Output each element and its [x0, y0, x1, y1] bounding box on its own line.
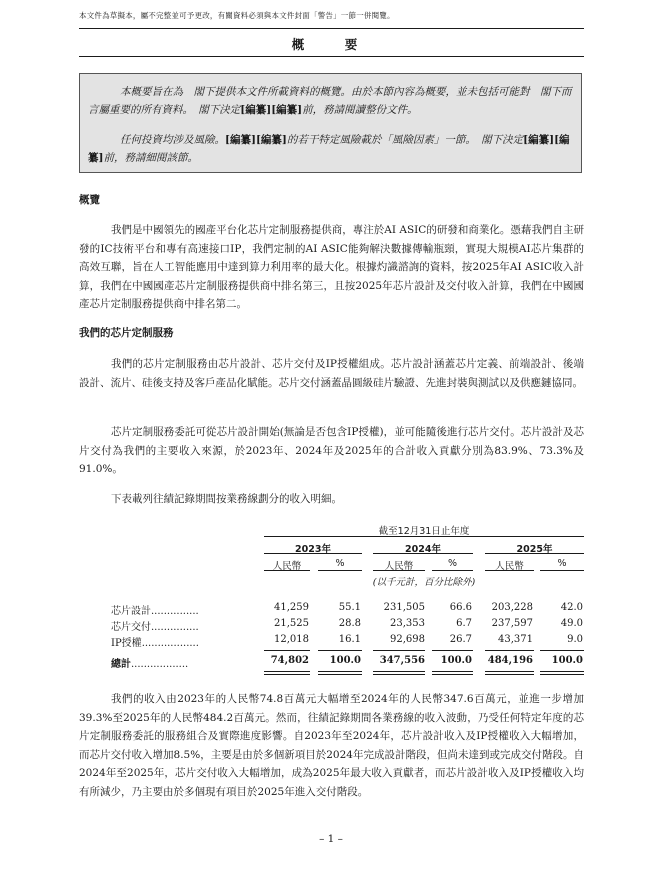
table-subtotal-rule — [485, 650, 534, 651]
table-subtotal-rule — [432, 650, 473, 651]
cell-2025-pct: 49.0 — [560, 618, 583, 629]
table-total-rule — [318, 671, 362, 672]
table-year-rule-2025 — [485, 553, 584, 554]
notice-paragraph-2: 任何投資均涉及風險。[編纂][編纂]的若干特定風險載於「風險因素」一節。 閣下決定[編纂][編纂]前，務請細閱該節。 — [88, 134, 570, 164]
table-col-rule — [373, 570, 425, 571]
table-total-rule — [318, 674, 362, 675]
header-rule-bottom — [79, 56, 584, 57]
closing-paragraph: 我們的收入由2023年的人民幣74.8百萬元大幅增至2024年的人民幣347.6百萬元，並進一步增加39.3%至2025年的人民幣484.2百萬元。然而，往績記錄期間各業務線的收入波動，乃受任何特定年度的芯片定制服務委託的服務組合及實際進度影響。自2023年至2024年，芯片設計收入及IP授權收入大幅增加，而芯片交付收入增加8.5%，主要是由於多個新項目於2024年完成設計階段，但尚未達到或完成交付階段。自2024年至2025年，芯片交付收入大幅增加，成為2025年最大收入貢獻者，而芯片設計收入及IP授權收入均有所減少，乃主要由於多個現有項目於2025年進入交付階段。 — [79, 693, 584, 798]
cell-2024-rmb: 23,353 — [390, 618, 425, 629]
row-leader-dots: ............... — [151, 622, 199, 633]
total-2024-pct: 100.0 — [440, 655, 472, 666]
page-number: – 1 – — [319, 833, 343, 845]
table-year-2023: 2023年 — [295, 544, 331, 555]
cell-2023-pct: 28.8 — [338, 618, 361, 629]
summary-notice-box — [79, 73, 582, 173]
total-2024-rmb: 347,556 — [379, 655, 425, 666]
table-subtotal-rule — [318, 650, 362, 651]
table-col-rule — [485, 570, 534, 571]
total-label: 總計 — [111, 659, 131, 670]
table-col-rule — [264, 570, 310, 571]
services-heading: 我們的芯片定制服務 — [79, 327, 174, 339]
cell-2024-rmb: 92,698 — [390, 634, 425, 645]
total-2023-pct: 100.0 — [329, 655, 361, 666]
cell-2024-pct: 66.6 — [449, 602, 472, 613]
table-year-rule-2023 — [264, 553, 362, 554]
cell-2023-rmb: 21,525 — [274, 618, 309, 629]
table-col-rule — [318, 570, 362, 571]
cell-2025-rmb: 43,371 — [498, 634, 533, 645]
table-total-rule — [485, 671, 534, 672]
table-year-2025: 2025年 — [516, 544, 553, 555]
page-title: 概 要 — [291, 37, 372, 52]
table-subtotal-rule — [373, 650, 425, 651]
cell-2025-pct: 9.0 — [567, 634, 583, 645]
table-col-rmb-2024: 人民幣 — [384, 561, 414, 572]
row-label: 芯片設計 — [111, 606, 151, 617]
total-2023-rmb: 74,802 — [270, 655, 309, 666]
table-subtotal-rule — [540, 650, 584, 651]
table-col-pct-2024: % — [447, 558, 458, 569]
table-col-rule — [540, 570, 584, 571]
table-total-rule — [264, 674, 310, 675]
services-paragraph-1: 我們的芯片定制服務由芯片設計、芯片交付及IP授權組成。芯片設計涵蓋芯片定義、前端設計、後端設計、流片、硅後支持及客戶產品化賦能。芯片交付涵蓋晶圓級硅片驗證、先進封裝與測試以及供應鏈協同。 — [79, 358, 584, 389]
cell-2025-rmb: 237,597 — [491, 618, 533, 629]
table-period-rule — [264, 536, 584, 537]
table-period-header: 截至12月31日止年度 — [378, 526, 470, 537]
services-paragraph-2: 芯片定制服務委託可從芯片設計開始(無論是否包含IP授權)，並可能隨後進行芯片交付。芯片設計及芯片交付為我們的主要收入來源，於2023年、2024年及2025年的合計收入貢獻分別為83.9%、73.3%及91.0%。 — [79, 426, 584, 475]
table-subtotal-rule — [264, 650, 310, 651]
draft-warning: 本文件為草擬本，屬不完整並可予更改，有關資料必須與本文件封面「警告」一節一併閱覽。 — [79, 11, 395, 20]
table-total-rule — [432, 674, 473, 675]
overview-heading: 概覽 — [79, 194, 100, 206]
table-total-rule — [540, 674, 584, 675]
table-col-pct-2025: % — [557, 558, 567, 569]
table-col-rmb-2025: 人民幣 — [495, 561, 524, 572]
cell-2023-pct: 55.1 — [338, 602, 361, 613]
cell-2023-rmb: 12,018 — [274, 634, 309, 645]
table-year-rule-2024 — [373, 553, 473, 554]
table-year-2024: 2024年 — [405, 544, 441, 555]
table-col-rmb-2023: 人民幣 — [272, 561, 302, 572]
total-2025-rmb: 484,196 — [487, 655, 533, 666]
table-total-rule — [264, 671, 310, 672]
row-leader-dots: .................. — [131, 659, 189, 670]
overview-paragraph: 我們是中國領先的國產平台化芯片定制服務提供商，專注於AI ASIC的研發和商業化。憑藉我們自主研發的IC技術平台和專有高速接口IP，我們定制的AI ASIC能夠解決數據傳輸瓶頸，實現大規模AI芯片集群的高效互聯，旨在人工智能應用中達到算力利用率的最大化。根據灼識諮詢的資料，按2025年AI ASIC收入計算，我們在中國國產芯片定制服務提供商中排名第三，且按2025年芯片設計及交付收入計算，我們在中國國產芯片定制服務提供商中排名第二。 — [79, 224, 584, 310]
row-leader-dots: ............... — [151, 606, 199, 617]
table-col-pct-2023: % — [335, 558, 345, 569]
cell-2023-rmb: 41,259 — [274, 602, 309, 613]
table-total-rule — [373, 671, 425, 672]
cell-2024-pct: 6.7 — [456, 618, 472, 629]
table-unit-note: (以千元計，百分比除外) — [372, 577, 476, 588]
services-paragraph-3: 下表載列往績記錄期間按業務線劃分的收入明細。 — [111, 493, 342, 505]
cell-2025-rmb: 203,228 — [491, 602, 533, 613]
header-rule-top — [79, 28, 584, 29]
row-label: 芯片交付 — [111, 622, 151, 633]
cell-2025-pct: 42.0 — [560, 602, 583, 613]
row-leader-dots: .................. — [141, 638, 199, 649]
table-total-rule — [432, 671, 473, 672]
cell-2023-pct: 16.1 — [338, 634, 361, 645]
cell-2024-rmb: 231,505 — [383, 602, 425, 613]
cell-2024-pct: 26.7 — [449, 634, 472, 645]
table-total-rule — [540, 671, 584, 672]
total-2025-pct: 100.0 — [551, 655, 583, 666]
table-total-rule — [373, 674, 425, 675]
table-col-rule — [432, 570, 473, 571]
row-label: IP授權 — [111, 638, 142, 649]
table-total-rule — [485, 674, 534, 675]
notice-paragraph-1: 本概要旨在為 閣下提供本文件所載資料的概覽。由於本節內容為概要，並未包括可能對 閣下而言屬重要的所有資料。 閣下決定[編纂][編纂]前，務請閱讀整份文件。 — [88, 86, 572, 116]
